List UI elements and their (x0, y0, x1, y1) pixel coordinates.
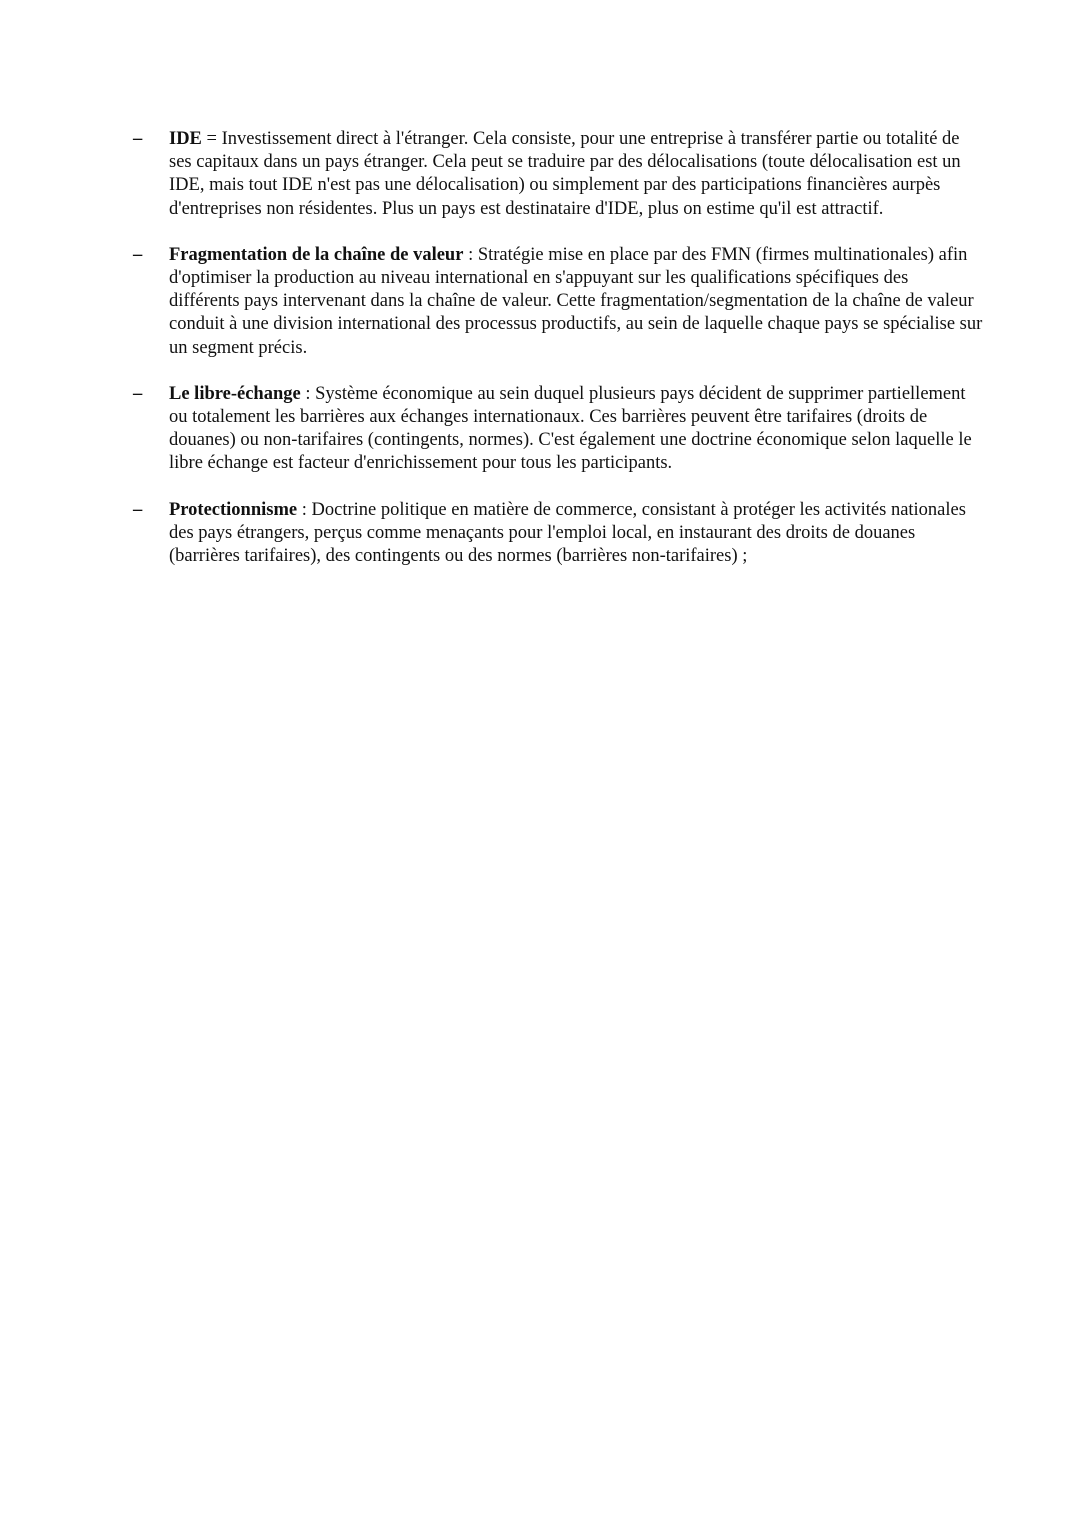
dash-bullet: – (133, 499, 143, 520)
dash-bullet: – (133, 383, 143, 404)
term-libre-echange: Le libre-échange (169, 383, 301, 404)
definition-fragmentation: : Stratégie mise en place par des FMN (firmes multinationales) afin d'optimiser la production au niveau international en s'appuyant sur les qualifications spécifiques des différents pays intervenant dans la chaîne de valeur. Cette fragmentation/segmentation de la chaîne de valeur conduit à une division international des processus productifs, au sein de laquelle chaque pays se spécialise sur un segment précis. (169, 244, 983, 358)
list-item (133, 244, 983, 360)
term-fragmentation: Fragmentation de la chaîne de valeur (169, 244, 464, 265)
dash-bullet: – (133, 129, 143, 149)
term-protectionnisme: Protectionnisme (169, 499, 298, 520)
definition-protectionnisme: : Doctrine politique en matière de commerce, consistant à protéger les activités nationales des pays étrangers, perçus comme menaçants pour l'emploi local, en instaurant des droits de douanes (barrières tarifaires), des contingents ou des normes (barrières non-tarifaires) ; (169, 499, 966, 567)
list-item (133, 499, 983, 569)
list-item (133, 383, 983, 476)
term-ide: IDE (169, 129, 202, 149)
dash-bullet: – (133, 244, 143, 265)
list-item (133, 128, 983, 221)
definition-list (133, 128, 983, 591)
definition-libre-echange: : Système économique au sein duquel plusieurs pays décident de supprimer partiellement ou totalement les barrières aux échanges internationaux. Ces barrières peuvent être tarifaires (droits de douanes) ou non-tarifaires (contingents, normes). C'est également une doctrine économique selon laquelle le libre échange est facteur d'enrichissement pour tous les participants. (169, 383, 972, 474)
definition-ide: = Investissement direct à l'étranger. Cela consiste, pour une entreprise à transférer partie ou totalité de ses capitaux dans un pays étranger. Cela peut se traduire par des délocalisations (toute délocalisation est un IDE, mais tout IDE n'est pas une délocalisation) ou simplement par des participations financières aurpès d'entreprises non résidentes. Plus un pays est destinataire d'IDE, plus on estime qu'il est attractif. (169, 129, 961, 219)
